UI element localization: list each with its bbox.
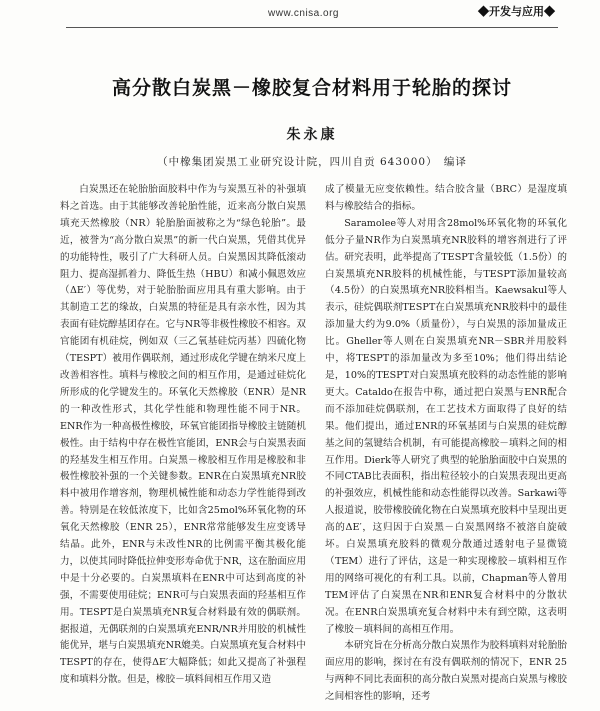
body-column-left — [60, 182, 306, 689]
header-rule — [66, 27, 558, 28]
paragraph: 成了模量无应变依赖性。结合胶含量（BRC）是湿度填料与橡胶结合的指标。 — [325, 184, 567, 212]
paragraph: Saramolee等人对用含28mol%环氧化物的环氧化低分子量NR作为白炭黑填充NR胶料的增容剂进行了评估。研究表明，此举提高了TESPT含量较低（1.5份）的白炭黑填充NR胶料的机械性能，与TESPT添加量较高（4.5份）的白炭黑填充NR胶料相当。Kaewsakul等人表示，硅烷偶联剂TESPT在白炭黑填充NR胶料中的最佳添加量大约为9.0%（质量份），与白炭黑的添加量成正比。Gheller等人则在白炭黑填充NR－SBR并用胶料中，将TESPT的添加量改为多至10%；他们得出结论是，10%的TESPT对白炭黑填充胶料的动态性能的影响更大。Cataldo在报告中称，通过把白炭黑与ENR配合而不添加硅烷偶联剂，在工艺技术方面取得了良好的结果。他们提出，通过ENR的环氧基团与白炭黑的硅烷醇基之间的氢键结合机制，有可能提高橡胶－填料之间的相互作用。Dierk等人研究了典型的轮胎胎面胶中白炭黑的不同CTAB比表面积，指出粒径较小的白炭黑表现出更高的补强效应，机械性能和动态性能得以改善。Sarkawi等人报道说，胶带橡胶硫化物在白炭黑填充胶料中呈现出更高的ΔE′，这归因于白炭黑－白炭黑网络不被溶自旋破坏。白炭黑填充胶料的微观分散通过透射电子显微镜（TEM）进行了评估，这是一种实现橡胶－填料相互作用的网络可视化的有利工具。以前，Chapman等人曾用TEM评估了白炭黑在NR和ENR复合材料中的分散状况。在ENR白炭黑填充复合材料中未有到空隙，这表明了橡胶－填料间的高相互作用。 — [325, 217, 567, 635]
paragraph: 白炭黑还在轮胎胎面胶料中作为与炭黑互补的补强填料之首选。由于其能够改善轮胎性能，近来高分散白炭黑填充天然橡胶（NR）轮胎胎面被称之为“绿色轮胎”。最近，被誉为“高分散白炭黑”的新一代白炭黑，凭借其优异的功能特性，吸引了广大科研人员。白炭黑因其降低滚动阻力、提高湿抓着力、降低生热（HBU）和减小佩恩效应（ΔE′）等优势，对于轮胎胎面应用具有重大影响。由于其制造工艺的缘故，白炭黑的特征是具有亲水性，因为其表面有硅烷醇基团存在。它与NR等非极性橡胶不相容。双官能团有机硅烷，例如双（三乙氧基硅烷丙基）四硫化物（TESPT）被用作偶联剂，通过形成化学键在纳米尺度上改善相容性。填料与橡胶之间的相互作用，是通过硅烷化所形成的化学键发生的。环氧化天然橡胶（ENR）是NR的一种改性形式，其化学性能和物理性能不同于NR。ENR作为一种高极性橡胶，环氧官能团指导橡胶主链随机极性。由于结构中存在极性官能团，ENR会与白炭黑表面的羟基发生相互作用。白炭黑－橡胶相互作用是橡胶和非极性橡胶补强的一个关键参数。ENR在白炭黑填充NR胶料中被用作增容剂，物理机械性能和动态力学性能得到改善。特别是在较低浓度下，比如含25mol%环氧化物的环氧化天然橡胶（ENR 25），ENR常常能够发生应变诱导结晶。此外，ENR与未改性NR的比例需平衡其极化能力，以使其同时降低拉伸变形寿命优于NR，这在胎面应用中是十分必要的。白炭黑填料在ENR中可达到高度的补强，不需要使用硅烷；ENR可与白炭黑表面的羟基相互作用。TESPT是白炭黑填充NR复合材料最有效的偶联剂。据报道，无偶联剂的白炭黑填充ENR/NR并用胶的机械性能优异，堪与白炭黑填充NR媲美。白炭黑填充复合材料中TESPT的存在，使得ΔE′大幅降低；如此又提高了补强程度和填料分散。但是，橡胶－填料间相互作用又造 — [60, 184, 306, 686]
article-affiliation: （中橡集团炭黑工业研究设计院，四川自贡 643000） 编译 — [157, 156, 467, 168]
body-column-right — [325, 182, 567, 706]
article-title: 高分散白炭黑－橡胶复合材料用于轮胎的探讨 — [111, 77, 512, 99]
paragraph: 本研究旨在分析高分散白炭黑作为胶料填料对轮胎胎面应用的影响，探讨在有没有偶联剂的情况下，ENR 25与两种不同比表面积的高分散白炭黑对提高白炭黑与橡胶之间相容性的影响，还考 — [325, 640, 567, 703]
article-author: 朱永康 — [286, 127, 338, 143]
section-label: ◆开发与应用◆ — [478, 6, 555, 18]
journal-url: www.cnisa.org — [268, 8, 339, 19]
